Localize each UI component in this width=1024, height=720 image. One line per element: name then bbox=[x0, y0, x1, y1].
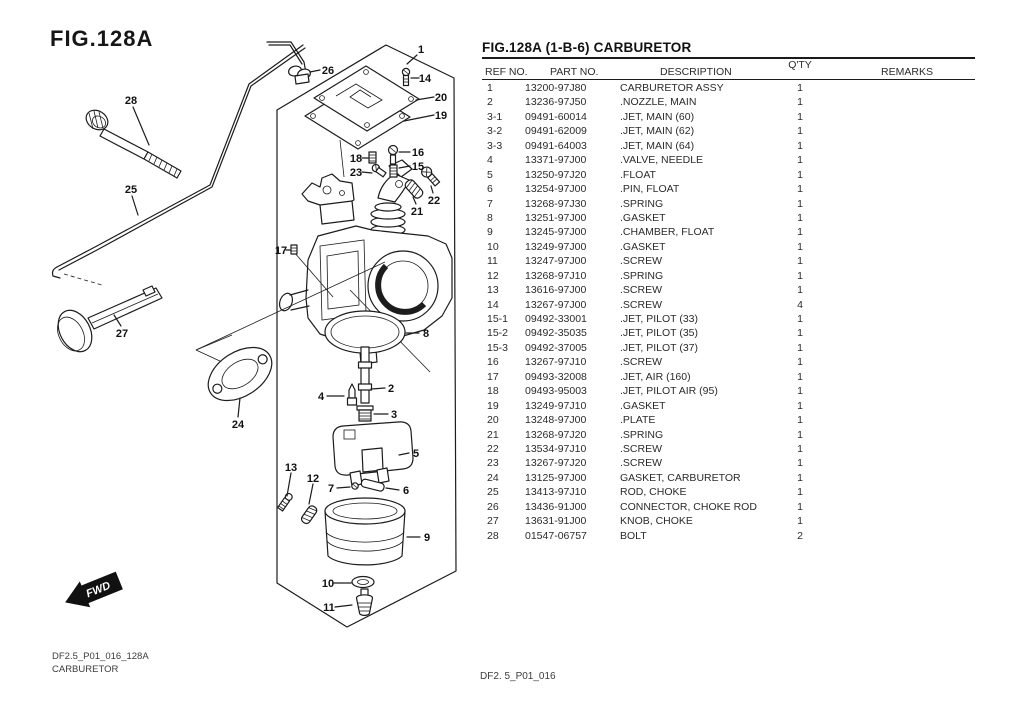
callout-leader-line bbox=[132, 196, 138, 215]
cell-qty: 1 bbox=[797, 82, 803, 94]
cell-remarks bbox=[830, 95, 975, 109]
cell-ref-no: 4 bbox=[487, 154, 493, 167]
table-row bbox=[482, 254, 975, 268]
cell-description: .SCREW bbox=[620, 442, 662, 455]
float-part bbox=[333, 422, 413, 486]
callout-leader-line bbox=[371, 388, 385, 389]
cell-part-no: 13436-91J00 bbox=[525, 500, 587, 513]
footer-sheet-code: DF2.5_P01_016_128A bbox=[52, 651, 149, 662]
cell-remarks bbox=[830, 471, 975, 485]
screw-7-part bbox=[352, 483, 358, 489]
cell-description: .GASKET bbox=[620, 399, 666, 412]
column-header-description: DESCRIPTION bbox=[660, 66, 732, 78]
column-header-part-no: PART NO. bbox=[550, 66, 599, 78]
cell-description: .VALVE, NEEDLE bbox=[620, 154, 704, 167]
cell-part-no: 13267-97J10 bbox=[525, 356, 587, 369]
table-row bbox=[482, 168, 975, 182]
cell-ref-no: 25 bbox=[487, 486, 499, 499]
cell-description: .JET, MAIN (60) bbox=[620, 110, 695, 123]
cell-ref-no: 7 bbox=[487, 197, 493, 210]
cell-ref-no: 5 bbox=[487, 168, 493, 181]
cell-qty: 1 bbox=[797, 240, 803, 253]
cell-ref-no: 26 bbox=[487, 500, 499, 513]
spring-12-part bbox=[300, 504, 318, 525]
screw-23-part bbox=[371, 163, 387, 177]
cell-remarks bbox=[830, 312, 975, 326]
cell-remarks bbox=[830, 399, 975, 413]
cell-remarks bbox=[830, 139, 975, 153]
table-row bbox=[482, 110, 975, 124]
cell-ref-no: 20 bbox=[487, 414, 499, 427]
cell-part-no: 13200-97J80 bbox=[525, 82, 587, 94]
header-rule bbox=[482, 79, 975, 80]
cell-ref-no: 10 bbox=[487, 240, 499, 253]
cell-part-no: 13267-97J00 bbox=[525, 298, 587, 311]
parts-table-header bbox=[482, 59, 975, 79]
cell-description: .PIN, FLOAT bbox=[620, 183, 680, 196]
cell-qty: 1 bbox=[797, 197, 803, 210]
callout-number: 18 bbox=[349, 153, 363, 165]
callout-number: 4 bbox=[317, 391, 325, 403]
cell-description: .JET, MAIN (64) bbox=[620, 139, 695, 152]
cell-qty: 2 bbox=[797, 529, 803, 542]
cell-remarks bbox=[830, 225, 975, 239]
cell-qty: 1 bbox=[797, 327, 803, 340]
cell-qty: 1 bbox=[797, 154, 803, 167]
cell-remarks bbox=[830, 384, 975, 398]
cell-qty: 1 bbox=[797, 515, 803, 528]
drain-plug-part bbox=[357, 589, 373, 615]
callout-number: 22 bbox=[427, 195, 441, 207]
table-row bbox=[482, 225, 975, 239]
table-row bbox=[482, 413, 975, 427]
cell-remarks bbox=[830, 326, 975, 340]
cell-description: BOLT bbox=[620, 529, 647, 542]
callout-number: 11 bbox=[323, 602, 335, 614]
table-row bbox=[482, 399, 975, 413]
gasket-10-part bbox=[352, 577, 374, 588]
cell-ref-no: 15-2 bbox=[487, 327, 509, 340]
footer-center: DF2. 5_P01_016 bbox=[480, 671, 556, 682]
table-row bbox=[482, 428, 975, 442]
screw-13-part bbox=[277, 492, 293, 511]
cell-qty: 1 bbox=[797, 96, 803, 109]
callout-leader-line bbox=[133, 107, 149, 145]
cell-ref-no: 13 bbox=[487, 284, 499, 297]
cell-description: .SCREW bbox=[620, 284, 662, 297]
cell-ref-no: 17 bbox=[487, 370, 499, 383]
cell-description: .SCREW bbox=[620, 356, 662, 369]
cell-part-no: 09491-60014 bbox=[525, 110, 587, 123]
cell-remarks bbox=[830, 355, 975, 369]
figure-title: FIG.128A bbox=[50, 26, 154, 51]
cell-qty: 1 bbox=[797, 356, 803, 369]
cell-remarks bbox=[830, 413, 975, 427]
cell-remarks bbox=[830, 81, 975, 95]
pilot-air-jet-18-part bbox=[369, 152, 376, 163]
cell-description: .GASKET bbox=[620, 211, 666, 224]
air-jet-17-part bbox=[291, 245, 297, 254]
cell-remarks bbox=[830, 182, 975, 196]
cell-description: .FLOAT bbox=[620, 168, 656, 181]
cell-part-no: 09493-95003 bbox=[525, 385, 587, 398]
cell-part-no: 13268-97J10 bbox=[525, 269, 587, 282]
table-row bbox=[482, 153, 975, 167]
choke-rod-part bbox=[53, 42, 307, 278]
table-row bbox=[482, 211, 975, 225]
cell-description: .SPRING bbox=[620, 428, 664, 441]
main-jet-part bbox=[357, 406, 373, 421]
callout-number: 8 bbox=[422, 328, 430, 340]
callout-leader-line bbox=[310, 70, 320, 72]
cell-description: .JET, PILOT (37) bbox=[620, 341, 698, 354]
cell-part-no: 13413-97J10 bbox=[525, 486, 587, 499]
callout-leader-line bbox=[386, 488, 399, 490]
cell-remarks bbox=[830, 254, 975, 268]
callout-number: 9 bbox=[423, 532, 431, 544]
parts-table-title: FIG.128A (1-B-6) CARBURETOR bbox=[482, 40, 692, 55]
cell-remarks bbox=[830, 370, 975, 384]
cell-part-no: 09493-32008 bbox=[525, 370, 587, 383]
table-row bbox=[482, 370, 975, 384]
cell-ref-no: 19 bbox=[487, 399, 499, 412]
cell-description: .NOZZLE, MAIN bbox=[620, 96, 697, 109]
cell-qty: 1 bbox=[797, 471, 803, 484]
cell-description: .SCREW bbox=[620, 298, 662, 311]
cell-part-no: 13268-97J30 bbox=[525, 197, 587, 210]
cell-description: .SCREW bbox=[620, 457, 662, 470]
table-row bbox=[482, 384, 975, 398]
cell-remarks bbox=[830, 197, 975, 211]
cell-part-no: 13251-97J00 bbox=[525, 211, 587, 224]
footer-left bbox=[52, 650, 149, 676]
table-row bbox=[482, 283, 975, 297]
cell-qty: 1 bbox=[797, 211, 803, 224]
callout-number: 16 bbox=[411, 147, 425, 159]
callout-number: 19 bbox=[434, 110, 448, 122]
cell-remarks bbox=[830, 485, 975, 499]
cell-description: .JET, PILOT AIR (95) bbox=[620, 385, 718, 398]
spring-21-part bbox=[404, 178, 425, 200]
cell-description: .GASKET bbox=[620, 240, 666, 253]
cell-part-no: 13371-97J00 bbox=[525, 154, 587, 167]
cell-part-no: 13245-97J00 bbox=[525, 226, 587, 239]
table-row bbox=[482, 298, 975, 312]
cell-remarks bbox=[830, 283, 975, 297]
cell-description: .JET, AIR (160) bbox=[620, 370, 691, 383]
cell-part-no: 09491-62009 bbox=[525, 125, 587, 138]
table-row bbox=[482, 514, 975, 528]
cell-qty: 1 bbox=[797, 284, 803, 297]
table-row bbox=[482, 529, 975, 543]
parts-table bbox=[482, 40, 975, 543]
screw-14-part bbox=[402, 68, 409, 85]
cell-part-no: 13267-97J20 bbox=[525, 457, 587, 470]
cell-remarks bbox=[830, 110, 975, 124]
table-row bbox=[482, 95, 975, 109]
table-row bbox=[482, 500, 975, 514]
table-row bbox=[482, 456, 975, 470]
table-row bbox=[482, 81, 975, 95]
table-row bbox=[482, 326, 975, 340]
callout-number: 28 bbox=[124, 95, 138, 107]
table-row bbox=[482, 182, 975, 196]
cell-description: KNOB, CHOKE bbox=[620, 515, 693, 528]
cell-remarks bbox=[830, 298, 975, 312]
cell-part-no: 09492-35035 bbox=[525, 327, 587, 340]
callout-leader-line bbox=[335, 605, 352, 607]
cell-description: CARBURETOR ASSY bbox=[620, 82, 724, 94]
table-row bbox=[482, 139, 975, 153]
callout-leader-line bbox=[337, 487, 350, 488]
cell-qty: 4 bbox=[797, 298, 803, 311]
cell-qty: 1 bbox=[797, 500, 803, 513]
bolt-part bbox=[82, 106, 181, 178]
table-row bbox=[482, 197, 975, 211]
cell-part-no: 13250-97J20 bbox=[525, 168, 587, 181]
fwd-arrow-label: FWD bbox=[84, 579, 113, 601]
callout-number: 5 bbox=[412, 448, 420, 460]
callout-leader-line bbox=[287, 473, 291, 496]
table-row bbox=[482, 240, 975, 254]
cell-qty: 1 bbox=[797, 399, 803, 412]
cell-description: .JET, PILOT (33) bbox=[620, 313, 698, 325]
footer-sheet-title: CARBURETOR bbox=[52, 664, 119, 675]
cell-ref-no: 22 bbox=[487, 442, 499, 455]
callout-number: 17 bbox=[274, 245, 288, 257]
parts-table-rows bbox=[482, 81, 975, 543]
table-row bbox=[482, 124, 975, 138]
cell-part-no: 13631-91J00 bbox=[525, 515, 587, 528]
callout-number: 10 bbox=[321, 578, 335, 590]
cell-remarks bbox=[830, 211, 975, 225]
cell-part-no: 13236-97J50 bbox=[525, 96, 587, 109]
cell-description: .SCREW bbox=[620, 255, 662, 268]
cell-ref-no: 12 bbox=[487, 269, 499, 282]
cell-qty: 1 bbox=[797, 414, 803, 427]
cell-remarks bbox=[830, 442, 975, 456]
cell-ref-no: 28 bbox=[487, 529, 499, 542]
column-header-qty: Q'TY bbox=[788, 59, 812, 71]
cell-part-no: 09491-64003 bbox=[525, 139, 587, 152]
cell-qty: 1 bbox=[797, 183, 803, 196]
callout-number: 20 bbox=[434, 92, 448, 104]
cell-ref-no: 27 bbox=[487, 515, 499, 528]
cell-description: .JET, PILOT (35) bbox=[620, 327, 698, 340]
table-row bbox=[482, 355, 975, 369]
callout-number: 15 bbox=[411, 161, 425, 173]
cell-remarks bbox=[830, 240, 975, 254]
cell-ref-no: 16 bbox=[487, 356, 499, 369]
cell-remarks bbox=[830, 529, 975, 543]
cell-qty: 1 bbox=[797, 168, 803, 181]
cell-part-no: 13268-97J20 bbox=[525, 428, 587, 441]
callout-number: 7 bbox=[327, 483, 335, 495]
cell-description: CONNECTOR, CHOKE ROD bbox=[620, 500, 757, 513]
screw-16-part bbox=[389, 146, 398, 165]
cell-ref-no: 1 bbox=[487, 82, 493, 94]
cell-remarks bbox=[830, 514, 975, 528]
cell-ref-no: 15-3 bbox=[487, 341, 509, 354]
callout-number: 13 bbox=[284, 462, 298, 474]
table-row bbox=[482, 471, 975, 485]
table-row bbox=[482, 485, 975, 499]
cell-part-no: 09492-37005 bbox=[525, 341, 587, 354]
cell-qty: 1 bbox=[797, 442, 803, 455]
float-chamber-part bbox=[325, 498, 405, 565]
callout-number: 21 bbox=[410, 206, 424, 218]
cell-ref-no: 21 bbox=[487, 428, 499, 441]
cell-qty: 1 bbox=[797, 313, 803, 325]
cell-ref-no: 3-2 bbox=[487, 125, 503, 138]
cell-qty: 1 bbox=[797, 486, 803, 499]
choke-rod-connector-part bbox=[287, 65, 311, 84]
needle-valve-part bbox=[348, 384, 357, 405]
fwd-arrow bbox=[61, 569, 124, 614]
cell-ref-no: 23 bbox=[487, 457, 499, 470]
callout-number: 14 bbox=[418, 73, 432, 85]
cell-ref-no: 9 bbox=[487, 226, 493, 239]
table-row bbox=[482, 312, 975, 326]
cell-qty: 1 bbox=[797, 255, 803, 268]
cell-remarks bbox=[830, 500, 975, 514]
cell-remarks bbox=[830, 341, 975, 355]
cell-part-no: 09492-33001 bbox=[525, 313, 587, 325]
cell-part-no: 13125-97J00 bbox=[525, 471, 587, 484]
cell-qty: 1 bbox=[797, 428, 803, 441]
cell-description: .SPRING bbox=[620, 269, 664, 282]
table-row bbox=[482, 341, 975, 355]
cell-part-no: 13247-97J00 bbox=[525, 255, 587, 268]
cell-qty: 1 bbox=[797, 457, 803, 470]
cell-qty: 1 bbox=[797, 269, 803, 282]
cell-remarks bbox=[830, 456, 975, 470]
callout-number: 1 bbox=[417, 44, 425, 56]
callout-leader-line bbox=[309, 484, 313, 504]
cell-part-no: 13249-97J10 bbox=[525, 399, 587, 412]
callout-number: 25 bbox=[124, 184, 138, 196]
callout-number: 27 bbox=[115, 328, 129, 340]
callout-number: 12 bbox=[306, 473, 320, 485]
cell-qty: 1 bbox=[797, 370, 803, 383]
cell-description: .JET, MAIN (62) bbox=[620, 125, 695, 138]
callout-leader-line bbox=[238, 398, 240, 417]
cell-remarks bbox=[830, 269, 975, 283]
cell-description: .PLATE bbox=[620, 414, 656, 427]
cell-qty: 1 bbox=[797, 226, 803, 239]
cell-qty: 1 bbox=[797, 341, 803, 354]
cell-remarks bbox=[830, 168, 975, 182]
pilot-jet-15-part bbox=[390, 165, 397, 177]
cell-part-no: 13248-97J00 bbox=[525, 414, 587, 427]
table-row bbox=[482, 269, 975, 283]
callout-leader-line bbox=[431, 186, 433, 193]
column-header-remarks: REMARKS bbox=[881, 66, 933, 78]
cell-ref-no: 2 bbox=[487, 96, 493, 109]
cell-qty: 1 bbox=[797, 139, 803, 152]
cell-ref-no: 18 bbox=[487, 385, 499, 398]
cell-qty: 1 bbox=[797, 125, 803, 138]
cell-remarks bbox=[830, 124, 975, 138]
callout-number: 2 bbox=[387, 383, 395, 395]
cell-part-no: 13249-97J00 bbox=[525, 240, 587, 253]
table-row bbox=[482, 442, 975, 456]
cell-description: GASKET, CARBURETOR bbox=[620, 471, 741, 484]
column-header-ref-no: REF NO. bbox=[485, 66, 528, 78]
main-nozzle-part bbox=[359, 347, 372, 403]
callout-leader-line bbox=[362, 172, 372, 173]
callout-number: 6 bbox=[402, 485, 410, 497]
callout-number: 23 bbox=[349, 167, 363, 179]
cell-ref-no: 11 bbox=[487, 255, 498, 268]
choke-knob-part bbox=[51, 286, 162, 357]
cell-part-no: 01547-06757 bbox=[525, 529, 587, 542]
cell-ref-no: 3-1 bbox=[487, 110, 503, 123]
cell-remarks bbox=[830, 428, 975, 442]
cell-ref-no: 6 bbox=[487, 183, 493, 196]
cell-ref-no: 15-1 bbox=[487, 313, 509, 325]
cell-ref-no: 8 bbox=[487, 211, 493, 224]
cell-ref-no: 24 bbox=[487, 471, 499, 484]
cell-part-no: 13616-97J00 bbox=[525, 284, 587, 297]
cell-part-no: 13534-97J10 bbox=[525, 442, 587, 455]
callout-number: 26 bbox=[321, 65, 335, 77]
cell-description: ROD, CHOKE bbox=[620, 486, 687, 499]
cell-description: .CHAMBER, FLOAT bbox=[620, 226, 715, 239]
cell-qty: 1 bbox=[797, 110, 803, 123]
cell-ref-no: 14 bbox=[487, 298, 499, 311]
cell-description: .SPRING bbox=[620, 197, 664, 210]
cell-remarks bbox=[830, 153, 975, 167]
callout-number: 24 bbox=[231, 419, 245, 431]
cell-part-no: 13254-97J00 bbox=[525, 183, 587, 196]
callout-number: 3 bbox=[390, 409, 398, 421]
cell-ref-no: 3-3 bbox=[487, 139, 503, 152]
cell-qty: 1 bbox=[797, 385, 803, 398]
